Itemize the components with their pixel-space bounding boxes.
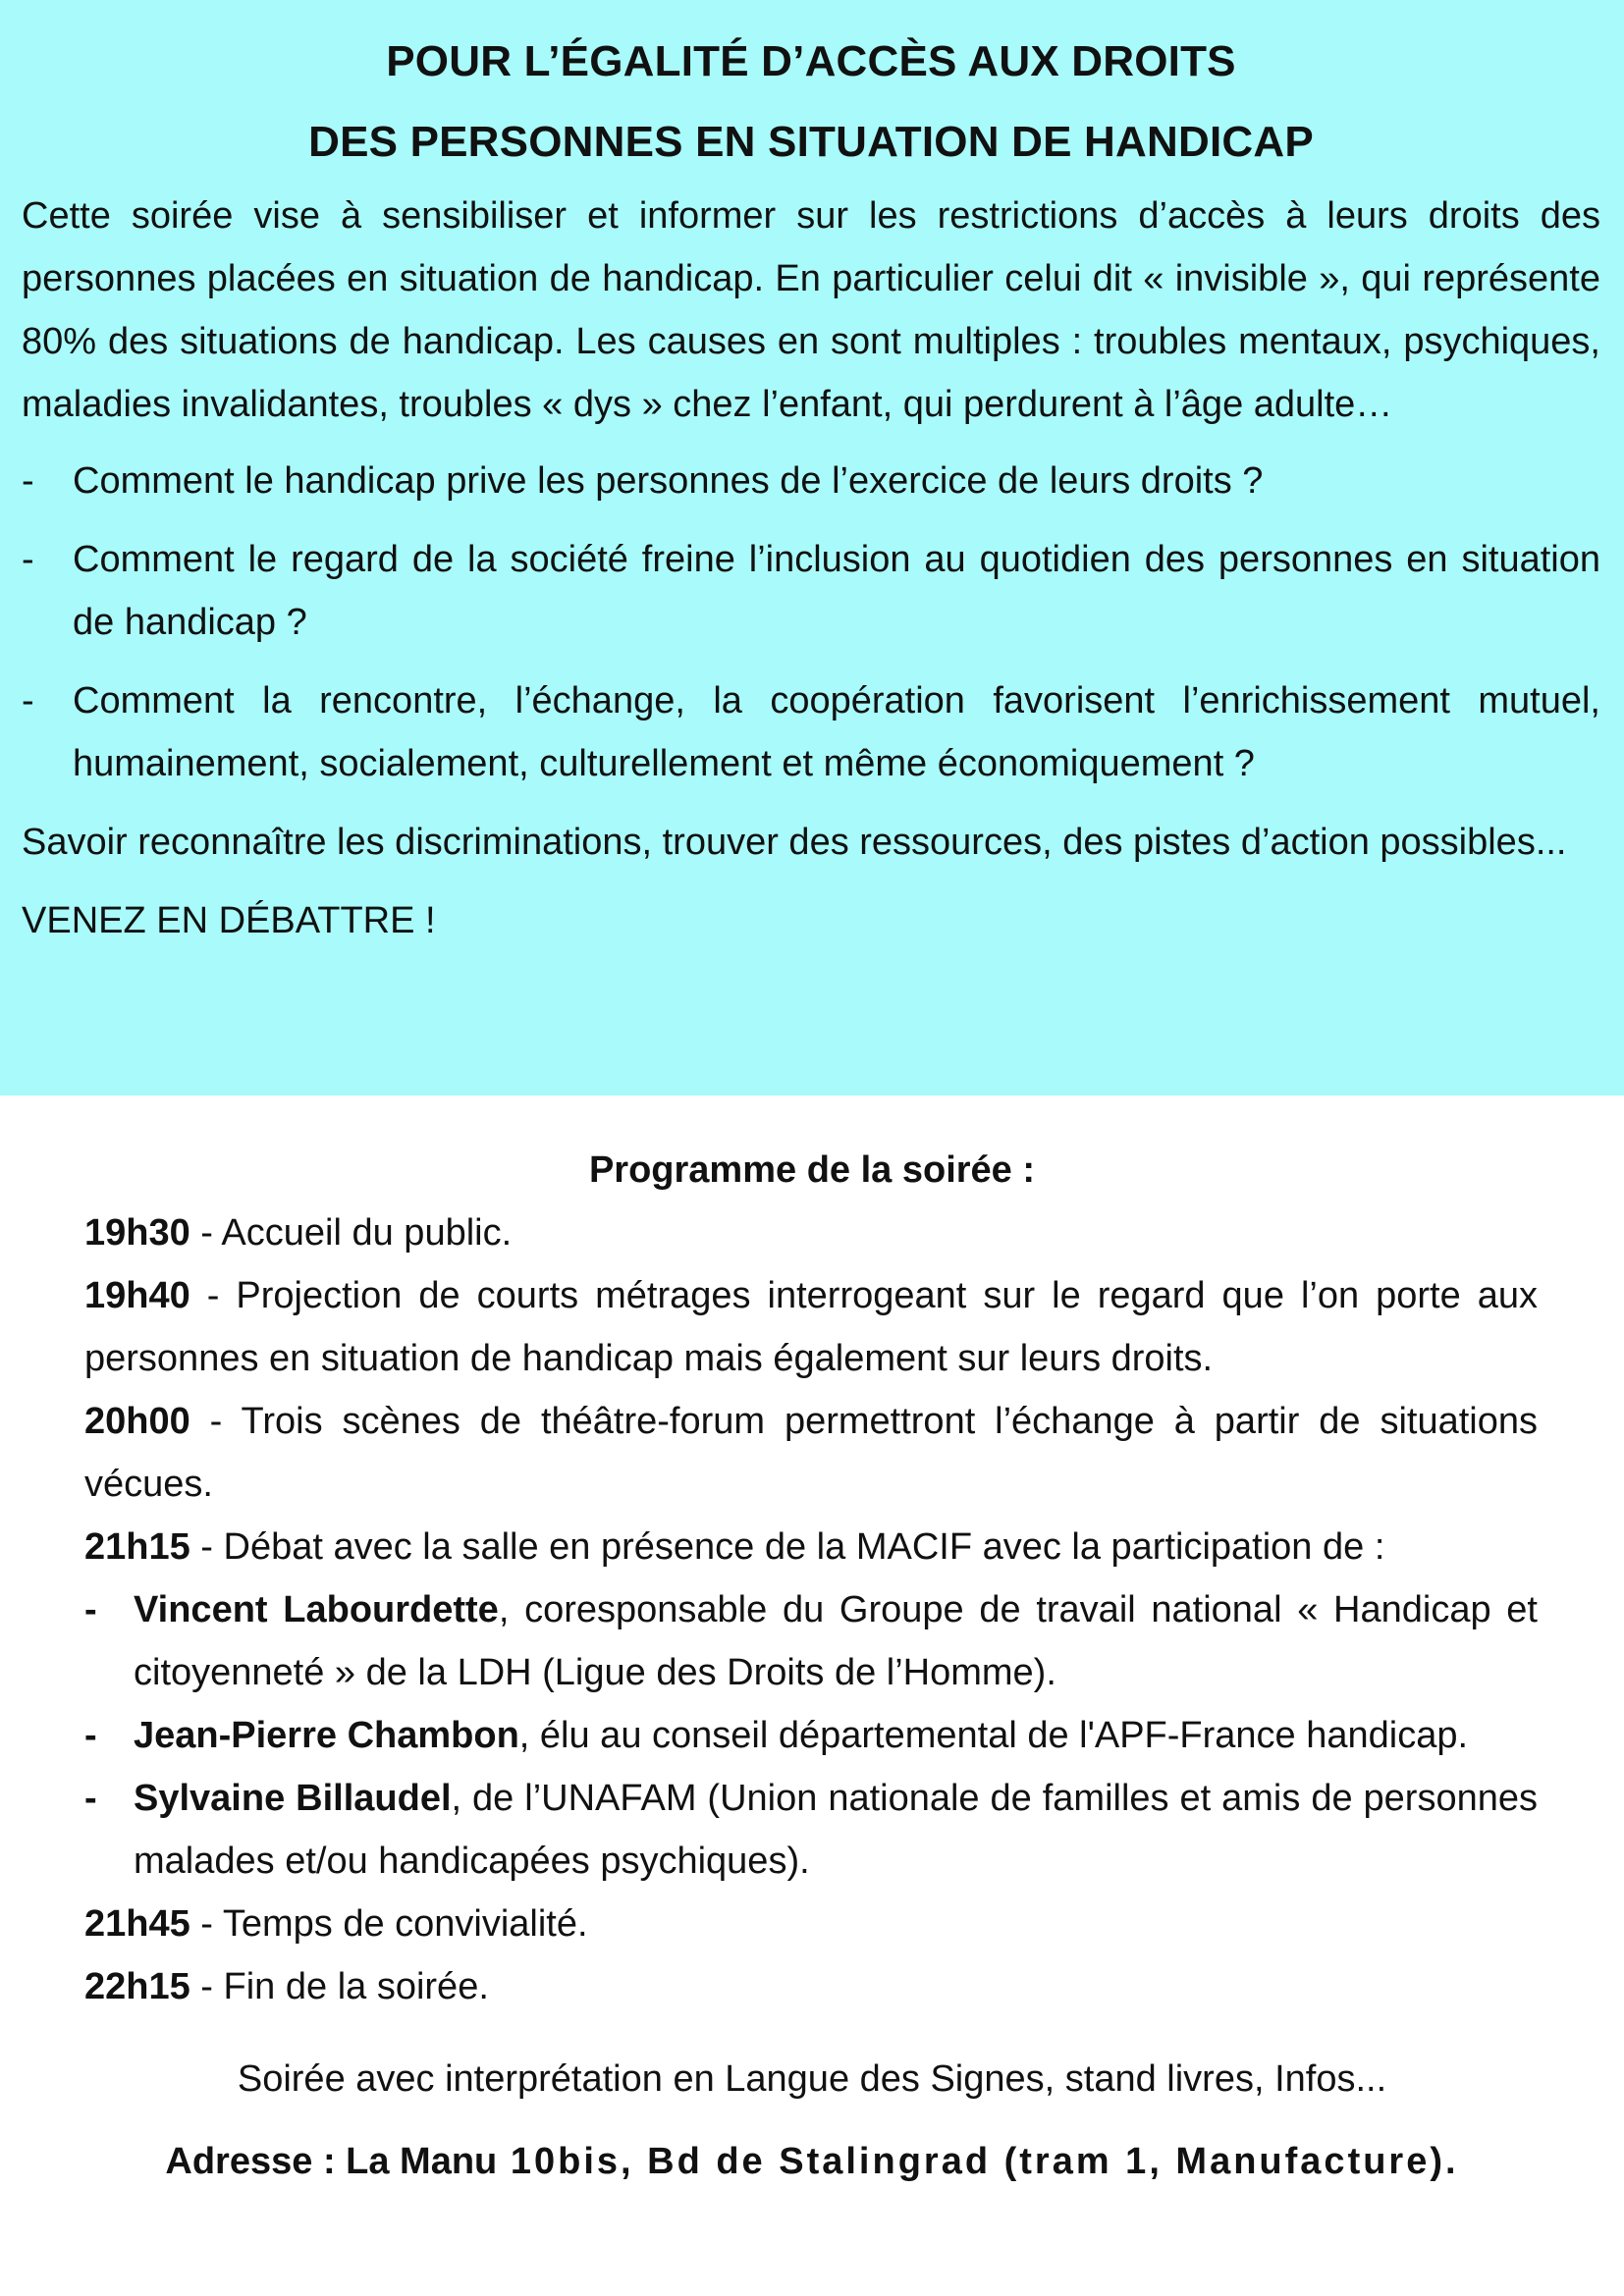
list-dash: - — [22, 539, 34, 580]
schedule-text: - Projection de courts métrages interrogeant sur le regard que l’on porte aux personnes en situation de handicap mais également sur leurs droits. — [84, 1275, 1538, 1379]
address-line — [0, 2130, 1624, 2193]
schedule-item — [84, 1264, 1538, 1390]
speaker-role: , de l’UNAFAM (Union nationale de familles et amis de personnes malades et/ou handicapées psychiques). — [134, 1778, 1538, 1882]
question-text: Comment le handicap prive les personnes de l’exercice de leurs droits ? — [73, 460, 1264, 502]
title-line-2: DES PERSONNES EN SITUATION DE HANDICAP — [308, 118, 1314, 166]
schedule-text: - Temps de convivialité. — [189, 1903, 588, 1945]
intro-panel — [0, 0, 1624, 1095]
programme-body — [84, 1201, 1538, 2018]
intro-paragraph-2: Savoir reconnaître les discriminations, trouver des ressources, des pistes d’action possibles... — [22, 822, 1567, 863]
speaker-name: Jean-Pierre Chambon — [134, 1715, 519, 1756]
programme-title: Programme de la soirée : — [588, 1149, 1036, 1191]
question-item — [22, 669, 1600, 795]
question-list — [22, 450, 1600, 795]
schedule-time: 19h40 — [84, 1275, 190, 1316]
speaker-role: , élu au conseil départemental de l'APF-France handicap. — [518, 1715, 1469, 1756]
list-dash: - — [84, 1715, 97, 1756]
question-item — [22, 528, 1600, 654]
schedule-item — [84, 1390, 1538, 1516]
speaker-name: Vincent Labourdette — [134, 1589, 499, 1630]
speaker-list — [84, 1578, 1538, 1893]
list-dash: - — [84, 1589, 97, 1630]
schedule-text: - Trois scènes de théâtre-forum permettront l’échange à partir de situations vécues. — [84, 1401, 1538, 1505]
speaker-item — [84, 1767, 1538, 1893]
question-text: Comment le regard de la société freine l’inclusion au quotidien des personnes en situation de handicap ? — [73, 539, 1600, 643]
schedule-time: 19h30 — [84, 1212, 190, 1254]
list-dash: - — [84, 1778, 97, 1819]
schedule-item — [84, 1516, 1538, 1578]
schedule-item — [84, 1893, 1538, 1955]
intro-paragraph: Cette soirée vise à sensibiliser et informer sur les restrictions d’accès à leurs droits des personnes placées en situation de handicap. En particulier celui dit « invisible », qui représente 80% des situations de handicap. Les causes en sont multiples : troubles mentaux, psychiques, maladies invalidantes, troubles « dys » chez l’enfant, qui perdurent à l’âge adulte… — [22, 195, 1600, 425]
speaker-role: , coresponsable du Groupe de travail national « Handicap et citoyenneté » de la LDH (Ligue des Droits de l’Homme). — [134, 1589, 1538, 1693]
schedule-item — [84, 1201, 1538, 1264]
footer-note: Soirée avec interprétation en Langue des Signes, stand livres, Infos... — [237, 2058, 1387, 2100]
question-text: Comment la rencontre, l’échange, la coopération favorisent l’enrichissement mutuel, humainement, socialement, culturellement et même économiquement ? — [73, 680, 1600, 784]
question-item — [22, 450, 1600, 512]
address-prefix: Adresse : La Manu — [165, 2141, 498, 2182]
list-dash: - — [22, 680, 34, 721]
schedule-text: - Accueil du public. — [189, 1212, 513, 1254]
list-dash: - — [22, 460, 34, 502]
speaker-item — [84, 1704, 1538, 1767]
programme-section — [0, 1139, 1624, 2193]
speaker-item — [84, 1578, 1538, 1704]
schedule-time: 21h15 — [84, 1526, 190, 1568]
schedule-item — [84, 1955, 1538, 2018]
call-to-action: VENEZ EN DÉBATTRE ! — [22, 900, 436, 941]
schedule-time: 21h45 — [84, 1903, 190, 1945]
schedule-time: 20h00 — [84, 1401, 190, 1442]
schedule-text: - Fin de la soirée. — [189, 1966, 489, 2007]
title-line-1: POUR L’ÉGALITÉ D’ACCÈS AUX DROITS — [386, 37, 1236, 85]
schedule-time: 22h15 — [84, 1966, 190, 2007]
page-title — [22, 22, 1600, 183]
speaker-name: Sylvaine Billaudel — [134, 1778, 452, 1819]
schedule-text: - Débat avec la salle en présence de la MACIF avec la participation de : — [189, 1526, 1385, 1568]
address-detail: 10bis, Bd de Stalingrad (tram 1, Manufacture). — [497, 2141, 1459, 2182]
